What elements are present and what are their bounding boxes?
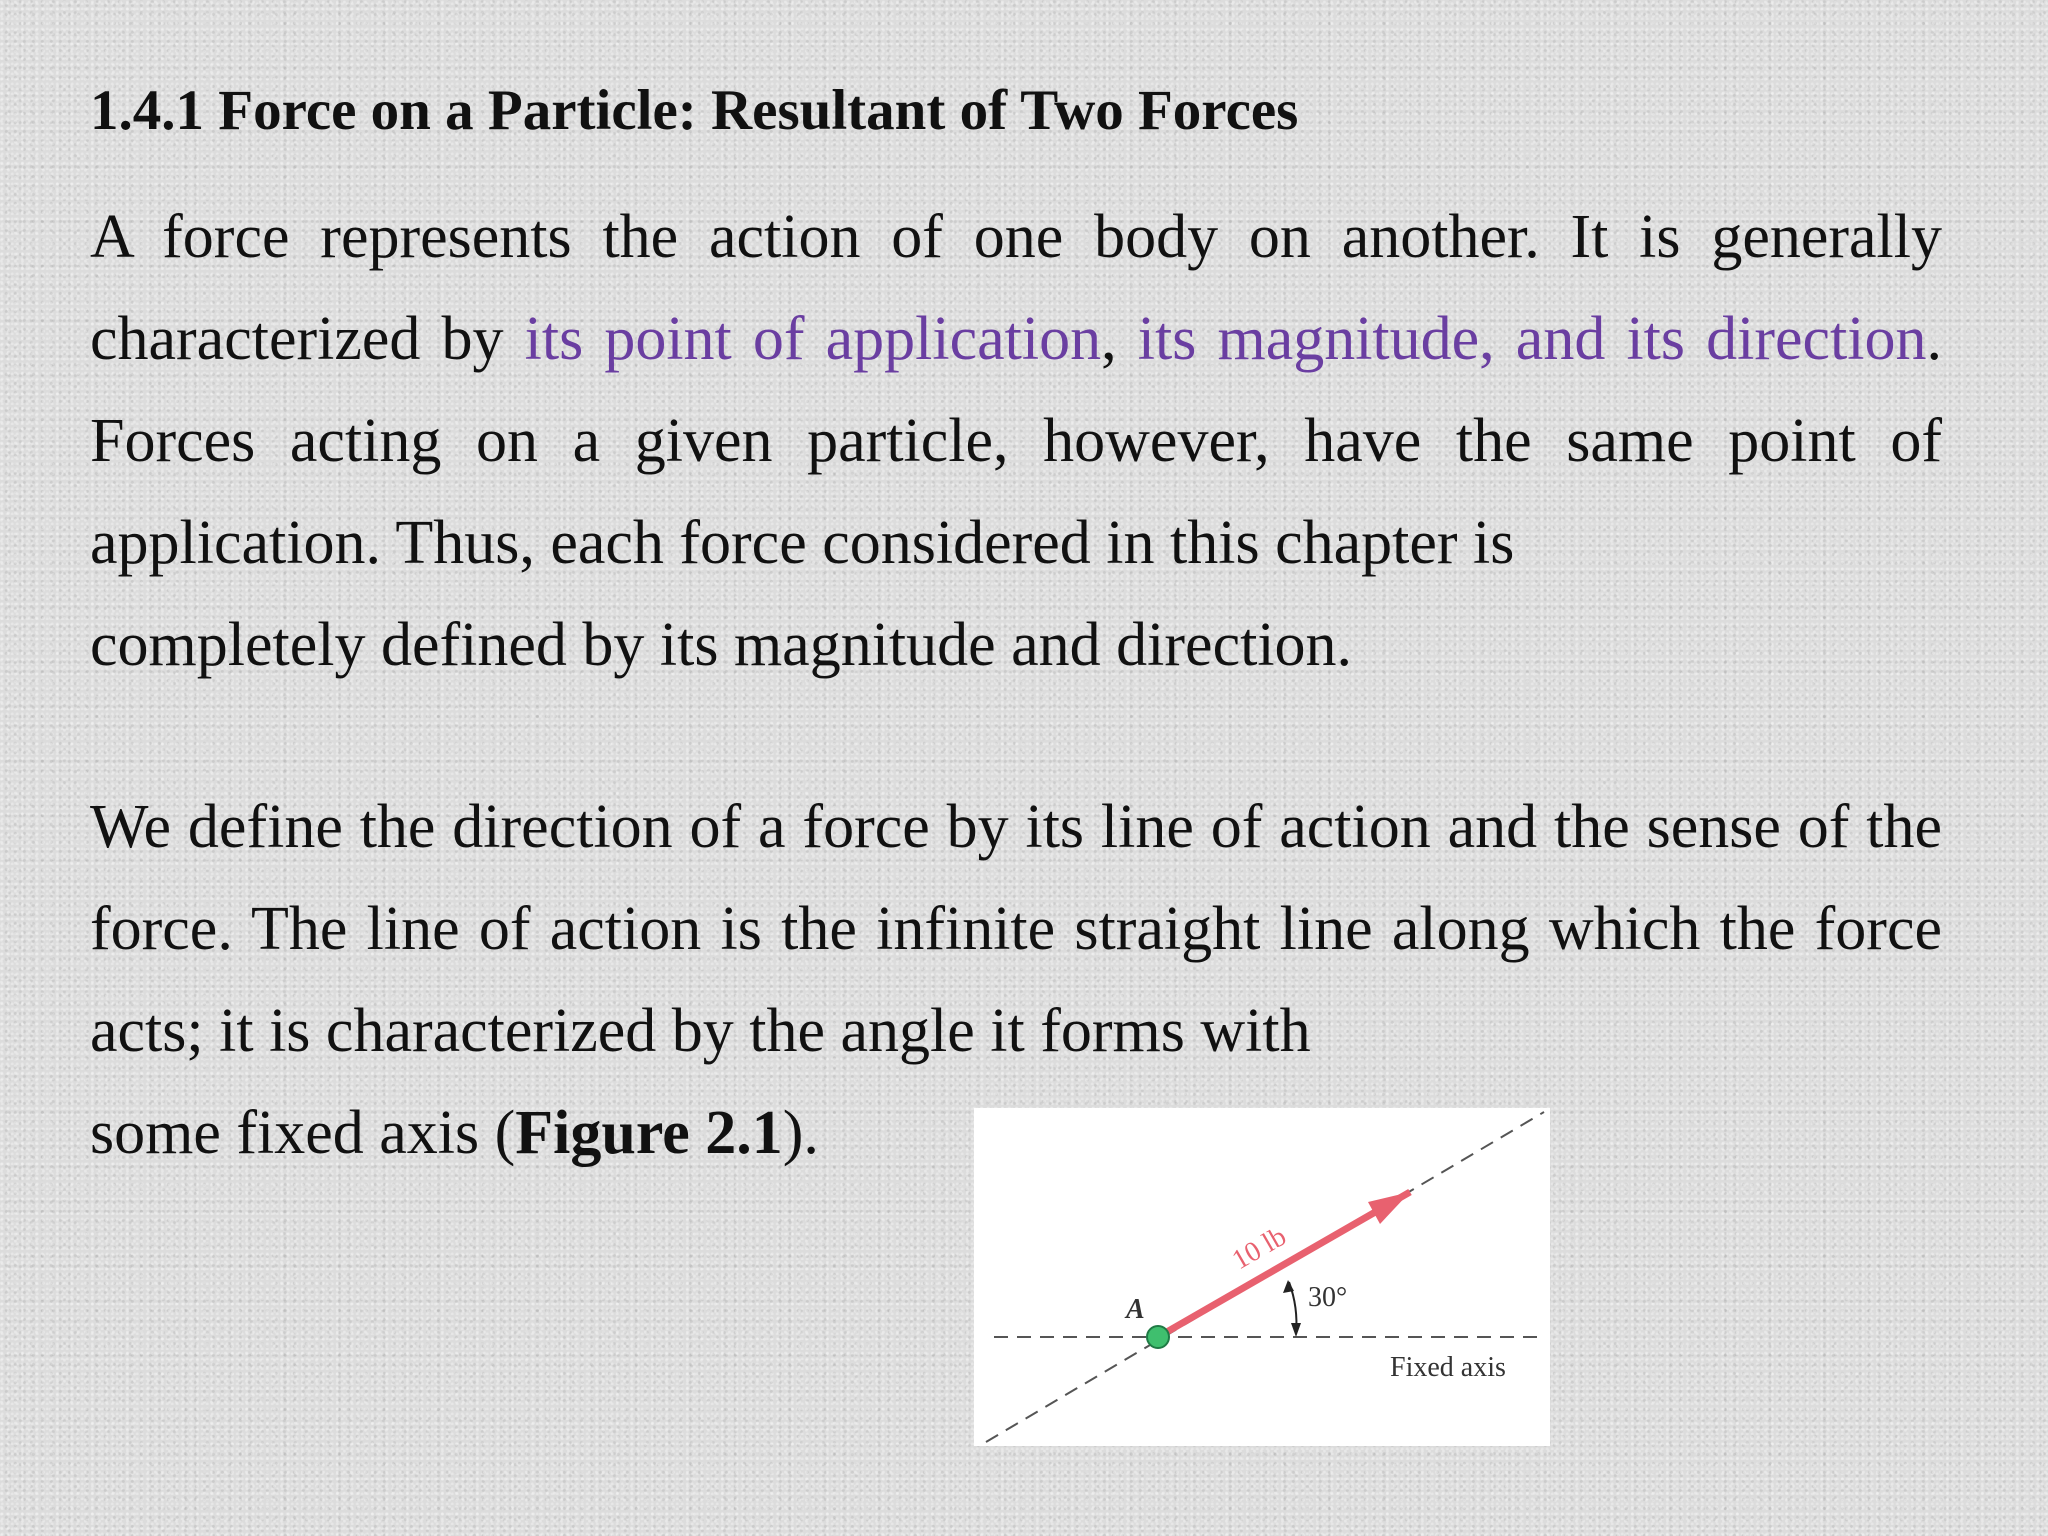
highlight-magnitude-direction: its magnitude, and its direction: [1137, 305, 1927, 373]
paragraph2-last-end: ).: [782, 1099, 819, 1167]
highlight-point-of-application: its point of application: [524, 305, 1102, 373]
force-magnitude-label: 10 lb: [1227, 1220, 1292, 1277]
paragraph1-text-3: . Forces acting on a given particle, however, have the same point of application. Thus, each force considered in this chapter is: [90, 305, 1943, 577]
paragraph1-last-line: completely defined by its magnitude and direction.: [90, 611, 1353, 679]
fixed-axis-label: Fixed axis: [1390, 1352, 1506, 1383]
force-arrow-head: [1368, 1192, 1410, 1224]
paragraph2-last-start: some fixed axis (: [90, 1099, 516, 1167]
angle-label: 30°: [1308, 1282, 1348, 1313]
point-label-a: A: [1126, 1294, 1145, 1325]
force-arrow-shaft: [1158, 1192, 1410, 1337]
angle-arc-arrow-bottom: [1291, 1323, 1301, 1337]
force-diagram-svg: [974, 1108, 1550, 1446]
section-heading: 1.4.1 Force on a Particle: Resultant of Two Forces: [90, 79, 1299, 142]
figure-reference: Figure 2.1: [515, 1099, 783, 1167]
particle-a: [1147, 1326, 1169, 1348]
angle-arc-arrow-top: [1283, 1280, 1294, 1293]
paragraph-force-definition: [90, 186, 1942, 696]
figure-force-diagram: [974, 1108, 1550, 1446]
paragraph2-text-1: We define the direction of a force by its line of action and the sense of the force. The line of action is the infinite straight line along which the force acts; it is characterized by the angle it forms with: [90, 793, 1942, 1065]
paragraph1-text-2: ,: [1101, 305, 1138, 373]
paragraph1-text-1: A force represents the action of one body on another. It is generally characterized by: [90, 203, 1942, 373]
